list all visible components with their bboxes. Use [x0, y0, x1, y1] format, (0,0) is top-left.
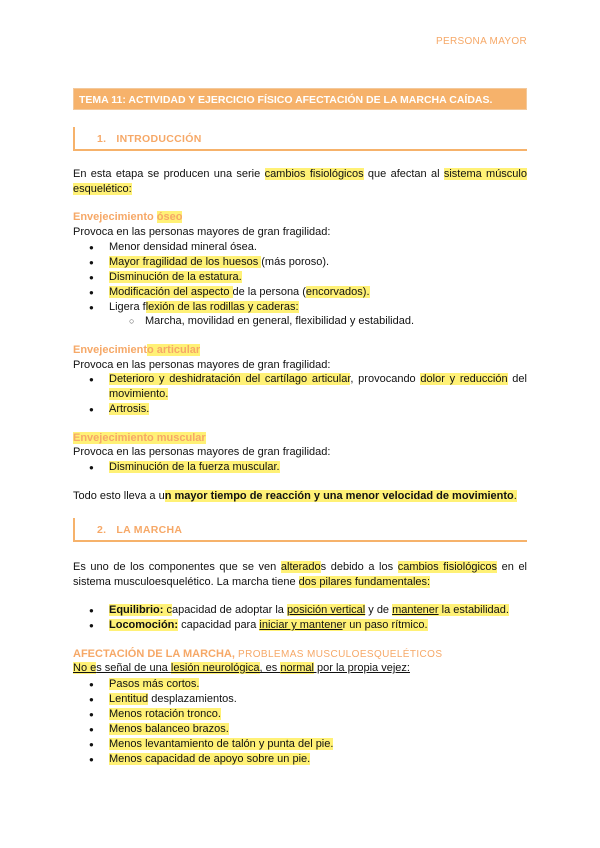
text-run: apacidad de adoptar la [171, 604, 287, 616]
document-title: TEMA 11: ACTIVIDAD Y EJERCICIO FÍSICO AFECTACIÓN DE LA MARCHA CAÍDAS. [73, 88, 527, 110]
text-run: Ligera f [109, 301, 146, 313]
text-run: la estabilidad. [438, 604, 509, 616]
list-item [73, 285, 527, 300]
intro-paragraph [73, 167, 527, 197]
list-item [73, 737, 527, 752]
text-run: Envejecimient [73, 344, 147, 356]
subheading-articular [73, 343, 527, 358]
text-run: , es [259, 662, 281, 674]
text-run: Mayor fragilidad de los huesos [109, 256, 262, 268]
text-run: de la persona ( [232, 286, 306, 298]
text-run: encorvados). [305, 286, 370, 298]
text-run: dolor y reducción [420, 373, 508, 385]
afectacion-lead [73, 661, 527, 676]
text-run: Es uno de los componentes que se ven [73, 561, 281, 573]
text-run: , provocando [350, 373, 421, 385]
text-run: sistema músculo esquelético: [73, 168, 527, 195]
subheading-oseo [73, 210, 527, 225]
text-run: Menor densidad mineral ósea. [109, 241, 257, 253]
text-run: Locomoción: [109, 619, 179, 631]
page-header: PERSONA MAYOR [436, 36, 527, 47]
list-afectacion [73, 677, 527, 767]
conclusion-paragraph [73, 489, 527, 504]
list-item [73, 240, 527, 255]
list-articular [73, 372, 527, 417]
list-item [73, 722, 527, 737]
text-run: del [507, 373, 527, 385]
text-run: Artrosis. [109, 403, 150, 415]
marcha-paragraph [73, 560, 527, 590]
section-heading-la-marcha [73, 518, 527, 542]
text-run: Disminución de la estatura. [109, 271, 242, 283]
afectacion-subtitle: PROBLEMAS MUSCULOESQUELÉTICOS [238, 649, 443, 660]
afectacion-title: AFECTACIÓN DE LA MARCHA, [73, 648, 235, 660]
text-run: mantener [392, 604, 439, 616]
sublist-oseo [73, 314, 527, 329]
text-run: Disminución de la fuerza muscular. [109, 461, 280, 473]
text-run: r un paso rítmico. [342, 619, 428, 631]
text-run: normal [280, 662, 314, 674]
text-run: Envejecimiento muscular [73, 432, 206, 444]
text-run: Pasos más cortos. [109, 678, 200, 690]
text-run: alterado [280, 561, 321, 573]
list-muscular [73, 460, 527, 475]
section-label: LA MARCHA [116, 524, 183, 536]
list-item [73, 314, 527, 329]
list-oseo [73, 240, 527, 315]
text-run: Deterioro y deshidratación del cartílago articular [109, 373, 351, 385]
text-run: c [163, 604, 172, 616]
list-item [73, 692, 527, 707]
list-pilares [73, 603, 527, 633]
text-run: Todo esto lleva a u [73, 490, 165, 502]
list-item [73, 300, 527, 315]
text-run: Lentitud [109, 693, 149, 705]
text-run: (más poroso). [261, 256, 330, 268]
text-run: posición vertical [286, 604, 366, 616]
list-item [73, 402, 527, 417]
text-run: En esta etapa se producen una serie [73, 168, 265, 180]
list-item [73, 618, 527, 633]
text-run: cambios fisiológicos [264, 168, 364, 180]
text-run: Envejecimiento [73, 211, 157, 223]
text-run: s debido a los [320, 561, 398, 573]
lead-muscular: Provoca en las personas mayores de gran fragilidad: [73, 446, 331, 458]
text-run: capacidad para [178, 619, 260, 631]
text-run: desplazamientos. [148, 693, 237, 705]
text-run: Equilibrio: [109, 604, 164, 616]
text-run: Menos balanceo brazos. [109, 723, 229, 735]
list-item [73, 752, 527, 767]
text-run: en el sistema musculoesquelético. La marcha tiene [73, 561, 528, 588]
text-run: cambios fisiológicos [397, 561, 498, 573]
list-item [73, 677, 527, 692]
text-run: Modificación del aspecto [109, 286, 233, 298]
text-run: Menos levantamiento de talón y punta del pie. [109, 738, 334, 750]
list-item [73, 255, 527, 270]
section-number: 1. [97, 133, 107, 145]
text-run: movimiento. [109, 388, 169, 400]
text-run: o articular [146, 344, 201, 356]
text-run: n mayor tiempo de reacción y una menor velocidad de movimiento [164, 490, 514, 502]
text-run: que afectan al [363, 168, 444, 180]
section-heading-introduccion [73, 127, 527, 151]
text-run: por la propia vejez: [313, 662, 410, 674]
subheading-afectacion [73, 647, 527, 662]
section-label: INTRODUCCIÓN [116, 133, 202, 145]
lead-articular: Provoca en las personas mayores de gran fragilidad: [73, 359, 331, 371]
text-run: Marcha, movilidad en general, flexibilidad y estabilidad. [145, 315, 415, 327]
text-run: Menos rotación tronco. [109, 708, 221, 720]
text-run: lesión neurológica [170, 662, 260, 674]
text-run: s señal de una [96, 662, 171, 674]
list-item [73, 270, 527, 285]
text-run: Menos capacidad de apoyo sobre un pie. [109, 753, 311, 765]
list-item [73, 372, 527, 402]
text-run: No e [73, 662, 97, 674]
text-run: óseo [156, 211, 183, 223]
text-run: dos pilares fundamentales: [298, 576, 431, 588]
text-run: lexión de las rodillas y caderas: [145, 301, 299, 313]
list-item [73, 460, 527, 475]
section-number: 2. [97, 524, 107, 536]
list-item [73, 603, 527, 618]
lead-oseo: Provoca en las personas mayores de gran fragilidad: [73, 226, 331, 238]
text-run: iniciar y mantene [259, 619, 343, 631]
text-run: y de [365, 604, 393, 616]
list-item [73, 707, 527, 722]
subheading-muscular [73, 431, 527, 446]
text-run: . [513, 490, 517, 502]
